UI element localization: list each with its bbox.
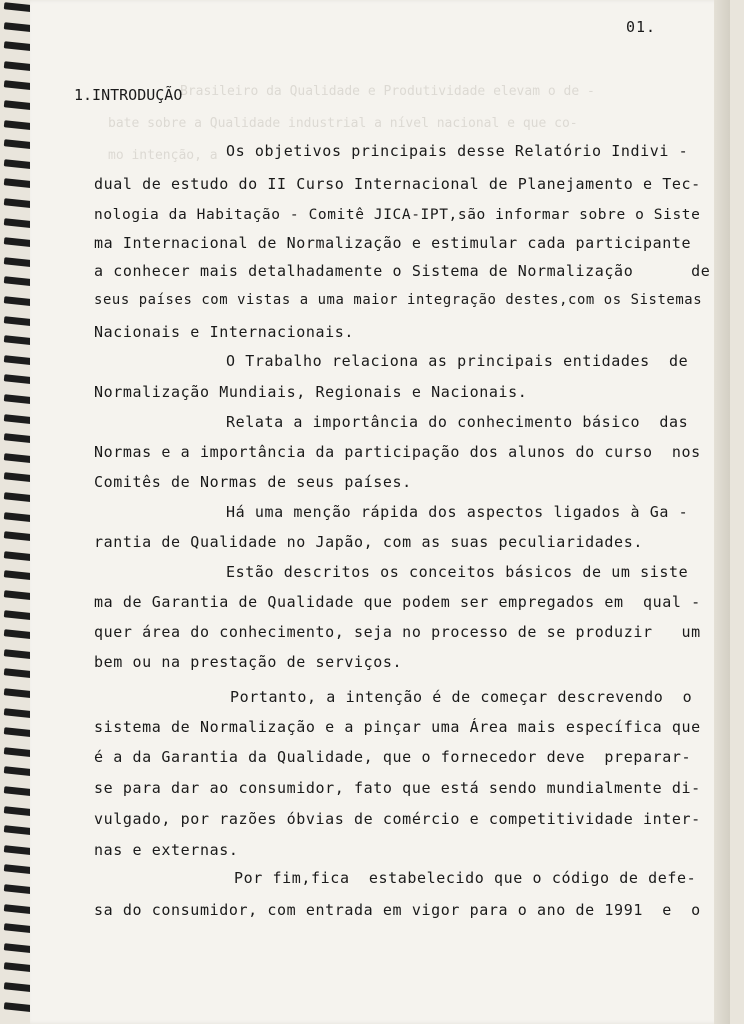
section-heading: 1.INTRODUÇÃO — [74, 86, 183, 104]
show-through-line: Brasileiro da Qualidade e Produtividade elevam o de - — [180, 84, 595, 99]
text-line: seus países com vistas a uma maior integração destes,com os Sistemas — [94, 292, 703, 308]
text-line: nas e externas. — [94, 841, 239, 859]
text-line: ma Internacional de Normalização e estimular cada participante — [94, 234, 692, 252]
text-line: bem ou na prestação de serviços. — [94, 653, 403, 671]
text-line: O Trabalho relaciona as principais entidades de — [226, 352, 689, 370]
text-line: nologia da Habitação - Comitê JICA-IPT,são informar sobre o Siste — [94, 207, 701, 223]
text-line: vulgado, por razões óbvias de comércio e competitividade inter- — [94, 810, 701, 828]
text-line: Por fim,fica estabelecido que o código de defe- — [234, 869, 697, 887]
text-line: quer área do conhecimento, seja no processo de se produzir um — [94, 623, 701, 641]
text-line: ma de Garantia de Qualidade que podem ser empregados em qual - — [94, 593, 701, 611]
text-line: a conhecer mais detalhadamente o Sistema de Normalização de — [94, 262, 711, 280]
text-line: Estão descritos os conceitos básicos de um siste — [226, 563, 689, 581]
text-line: Normalização Mundiais, Regionais e Nacionais. — [94, 383, 528, 401]
page-edge — [714, 0, 730, 1024]
text-line: Portanto, a intenção é de começar descrevendo o — [230, 688, 693, 706]
show-through-line: mo intenção, a — [108, 148, 218, 163]
text-line: Normas e a importância da participação dos alunos do curso nos — [94, 443, 701, 461]
text-line: Os objetivos principais desse Relatório Indivi - — [226, 142, 689, 160]
text-line: dual de estudo do II Curso Internacional de Planejamento e Tec- — [94, 175, 701, 193]
text-line: sa do consumidor, com entrada em vigor para o ano de 1991 e o — [94, 901, 701, 919]
text-line: Comitês de Normas de seus países. — [94, 473, 412, 491]
text-line: sistema de Normalização e a pinçar uma Área mais específica que — [94, 718, 701, 736]
text-line: Nacionais e Internacionais. — [94, 323, 355, 341]
text-line: é a da Garantia da Qualidade, que o fornecedor deve preparar- — [94, 748, 692, 766]
text-line: rantia de Qualidade no Japão, com as suas peculiaridades. — [94, 533, 643, 551]
text-line: se para dar ao consumidor, fato que está sendo mundialmente di- — [94, 779, 701, 797]
text-line: Relata a importância do conhecimento básico das — [226, 413, 689, 431]
show-through-line: bate sobre a Qualidade industrial a nível nacional e que co- — [108, 116, 578, 131]
page-number: 01. — [626, 18, 657, 36]
text-line: Há uma menção rápida dos aspectos ligados à Ga - — [226, 503, 689, 521]
